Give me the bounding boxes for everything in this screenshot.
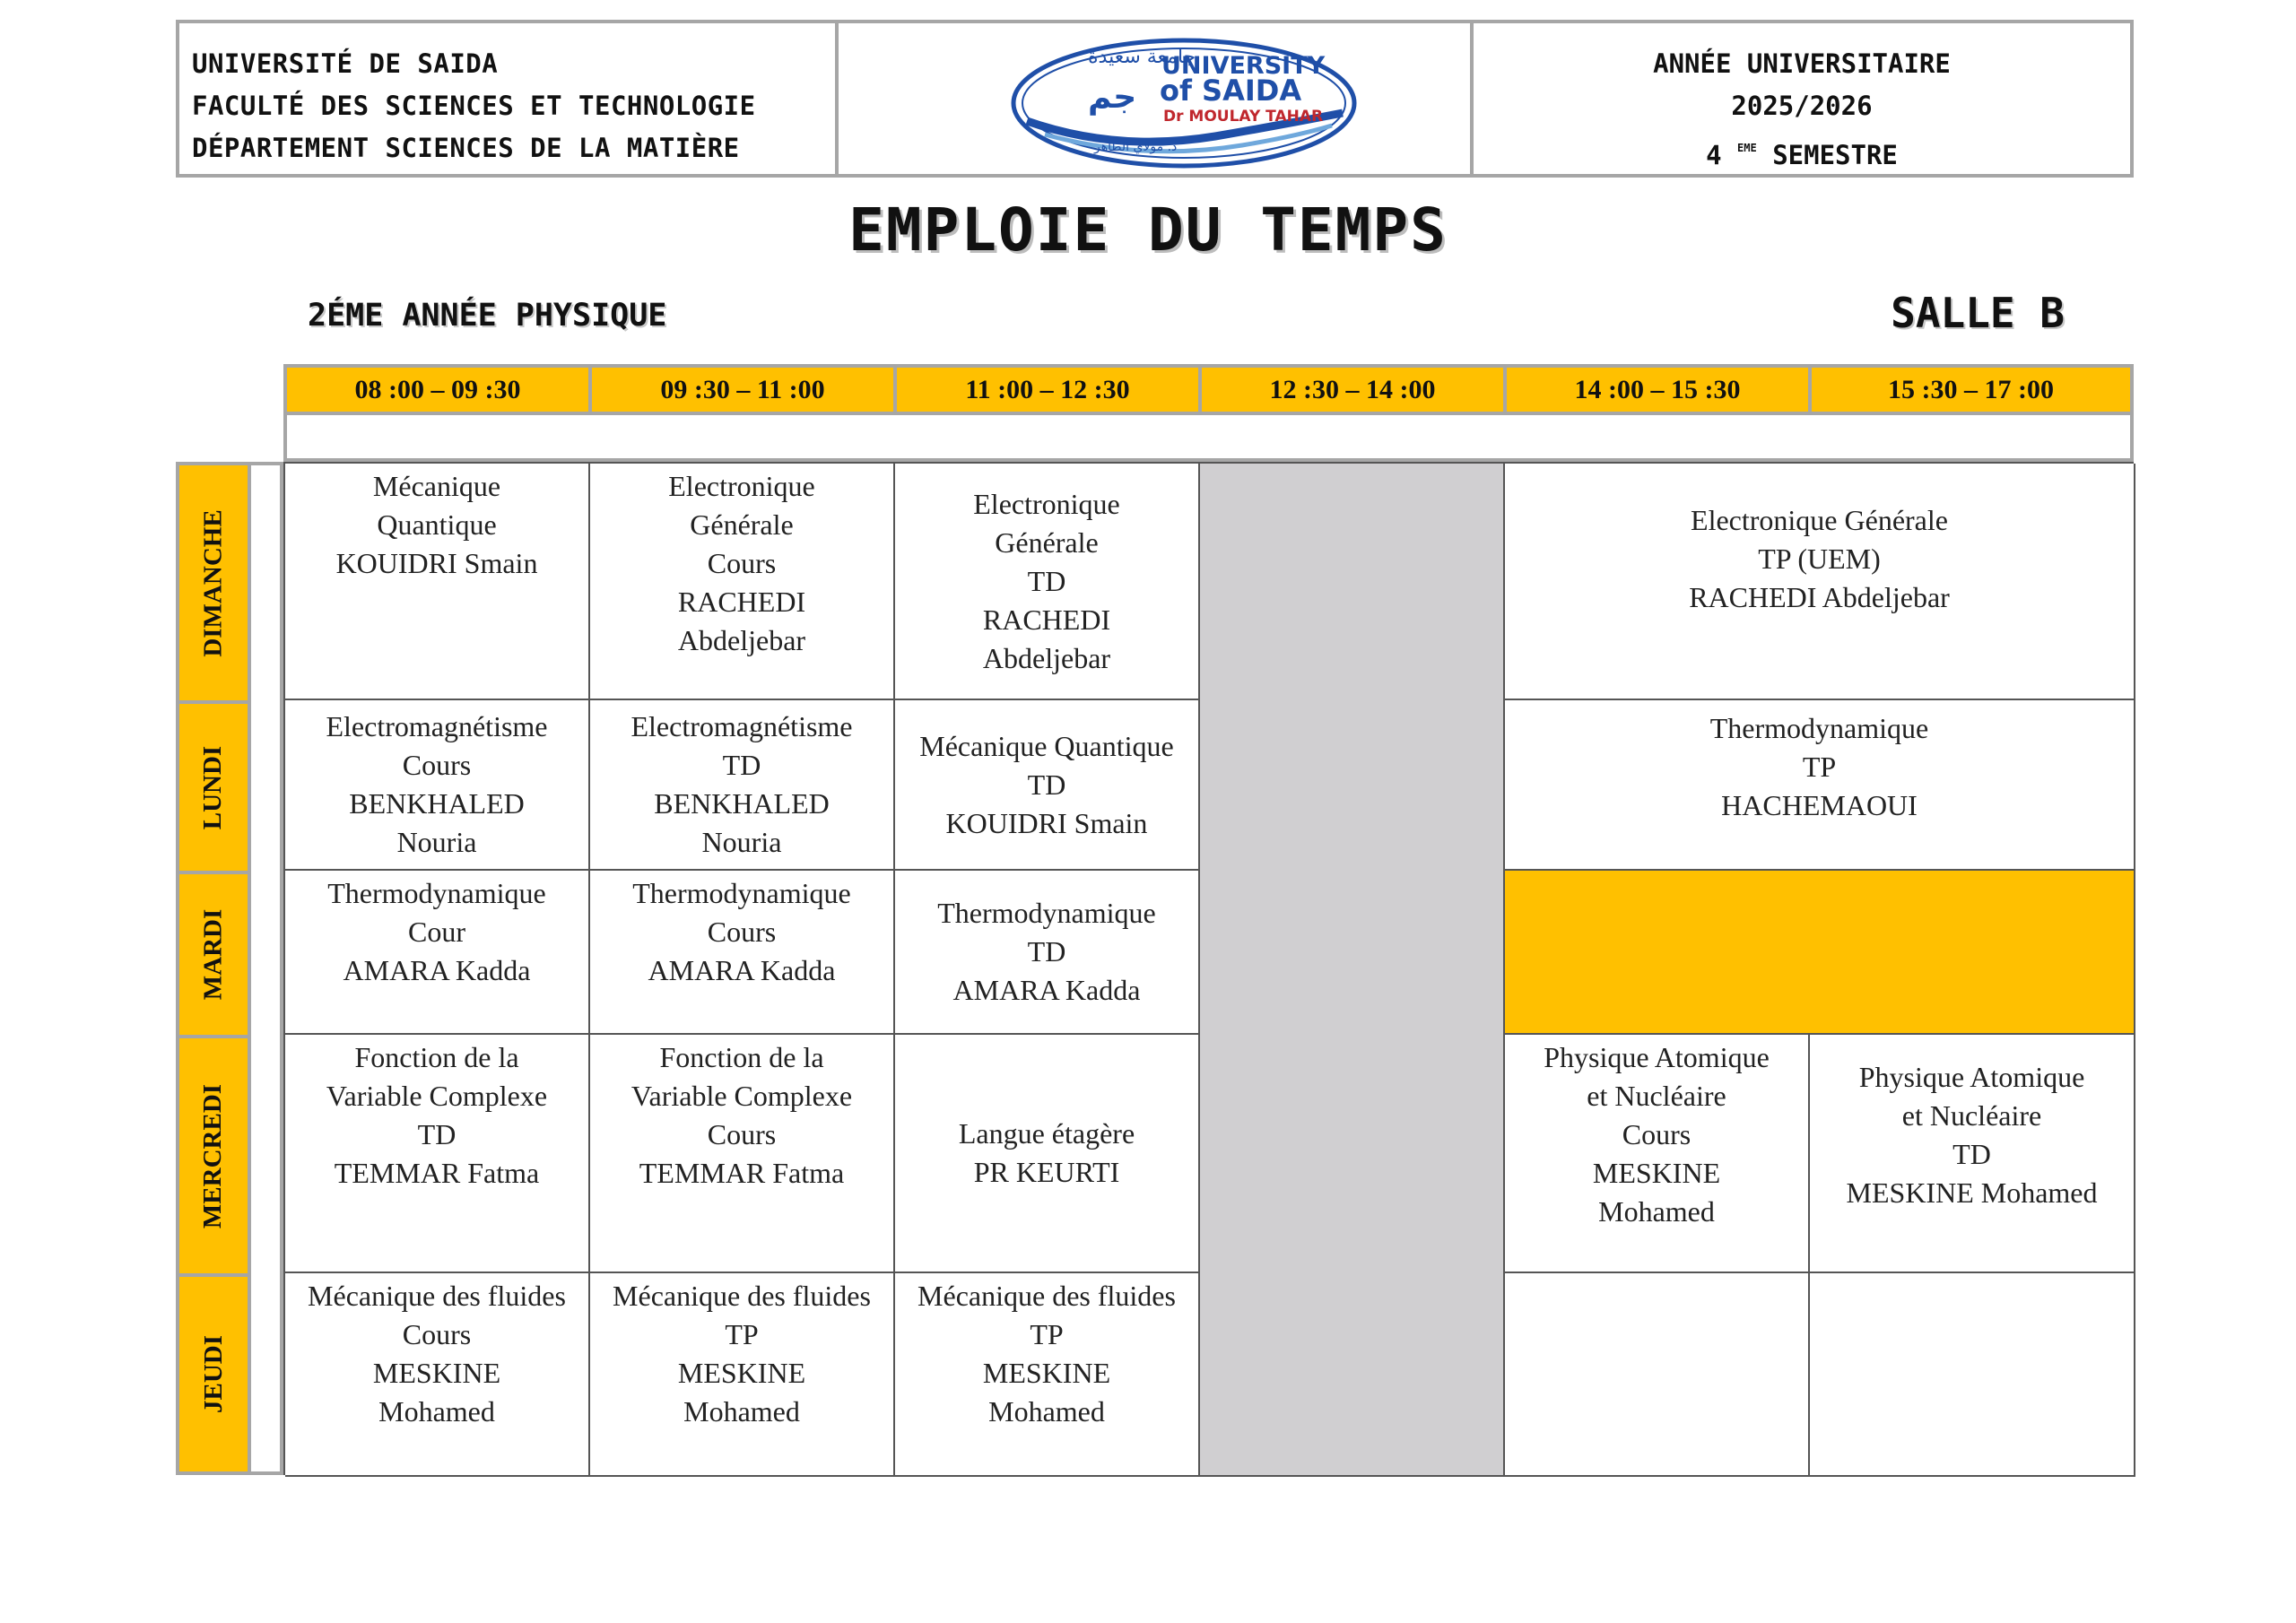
day-mercredi: MERCREDI bbox=[179, 1038, 248, 1273]
cell-jeudi-s2: Mécanique des fluides TP MESKINE Mohamed bbox=[590, 1273, 895, 1477]
cell-dimanche-s1: Mécanique Quantique KOUIDRI Smain bbox=[285, 464, 590, 700]
cell-lundi-s3: Mécanique Quantique TD KOUIDRI Smain bbox=[895, 700, 1200, 871]
class-subtitle: 2ÉME ANNÉE PHYSIQUE bbox=[308, 298, 667, 334]
cell-dimanche-s3: Electronique Générale TD RACHEDI Abdeljebar bbox=[895, 464, 1200, 700]
logo-text-founder: Dr MOULAY TAHAR bbox=[1163, 108, 1324, 126]
faculty-name: FACULTÉ DES SCIENCES ET TECHNOLOGIE bbox=[192, 91, 756, 121]
logo-monogram: جم bbox=[1088, 79, 1137, 116]
schedule-grid bbox=[283, 462, 2134, 1475]
cell-jeudi-s3: Mécanique des fluides TP MESKINE Mohamed bbox=[895, 1273, 1200, 1477]
lunch-break-column bbox=[1200, 464, 1505, 1477]
time-slot-2: 09 :30 – 11 :00 bbox=[592, 368, 893, 412]
academic-year-label: ANNÉE UNIVERSITAIRE bbox=[1653, 48, 1951, 79]
day-lundi: LUNDI bbox=[179, 704, 248, 871]
logo-text-saida: of SAIDA bbox=[1160, 74, 1302, 108]
time-slot-1: 08 :00 – 09 :30 bbox=[287, 368, 588, 412]
academic-year-value: 2025/2026 bbox=[1731, 91, 1873, 121]
cell-mardi-s3: Thermodynamique TD AMARA Kadda bbox=[895, 871, 1200, 1035]
logo-arabic-bottom: د. مولاي الطاهر bbox=[1094, 140, 1178, 154]
cell-jeudi-s1: Mécanique des fluides Cours MESKINE Mohamed bbox=[285, 1273, 590, 1477]
department-name: DÉPARTEMENT SCIENCES DE LA MATIÈRE bbox=[192, 133, 740, 163]
day-spacer-column bbox=[251, 462, 283, 1475]
logo-block bbox=[839, 23, 1474, 174]
cell-mardi-s2: Thermodynamique Cours AMARA Kadda bbox=[590, 871, 895, 1035]
university-logo bbox=[1009, 36, 1359, 170]
cell-jeudi-s6-empty bbox=[1810, 1273, 2135, 1477]
cell-lundi-afternoon: Thermodynamique TP HACHEMAOUI bbox=[1505, 700, 2135, 871]
logo-arabic: جامعة سعيدة bbox=[1088, 46, 1196, 68]
cell-dimanche-s2: Electronique Générale Cours RACHEDI Abdeljebar bbox=[590, 464, 895, 700]
time-slot-3: 11 :00 – 12 :30 bbox=[897, 368, 1198, 412]
cell-lundi-s2: Electromagnétisme TD BENKHALED Nouria bbox=[590, 700, 895, 871]
cell-mercredi-s2: Fonction de la Variable Complexe Cours TEMMAR Fatma bbox=[590, 1035, 895, 1273]
time-slot-6: 15 :30 – 17 :00 bbox=[1812, 368, 2130, 412]
semester-label: 4 $^{EME}$ SEMESTRE bbox=[1706, 140, 1898, 170]
cell-mardi-afternoon-free bbox=[1505, 871, 2135, 1035]
cell-mercredi-s3: Langue étagère PR KEURTI bbox=[895, 1035, 1200, 1273]
cell-lundi-s1: Electromagnétisme Cours BENKHALED Nouria bbox=[285, 700, 590, 871]
header-box bbox=[176, 20, 2134, 178]
day-dimanche: DIMANCHE bbox=[179, 465, 248, 700]
time-slot-5: 14 :00 – 15 :30 bbox=[1507, 368, 1808, 412]
cell-mardi-s1: Thermodynamique Cour AMARA Kadda bbox=[285, 871, 590, 1035]
academic-year-block bbox=[1474, 23, 2130, 174]
blank-header-row bbox=[283, 415, 2134, 462]
cell-jeudi-s5-empty bbox=[1505, 1273, 1810, 1477]
cell-mercredi-s6: Physique Atomique et Nucléaire TD MESKINE Mohamed bbox=[1810, 1035, 2135, 1273]
logo-text-university: UNIVERSITY bbox=[1161, 52, 1326, 80]
time-slot-4: 12 :30 – 14 :00 bbox=[1202, 368, 1503, 412]
page-title: EMPLOIE DU TEMPS bbox=[848, 195, 1448, 265]
institution-block bbox=[179, 23, 839, 174]
days-column bbox=[176, 462, 251, 1475]
day-mardi: MARDI bbox=[179, 874, 248, 1035]
time-header-row bbox=[283, 364, 2134, 415]
day-jeudi: JEUDI bbox=[179, 1277, 248, 1471]
cell-mercredi-s5: Physique Atomique et Nucléaire Cours MESKINE Mohamed bbox=[1505, 1035, 1810, 1273]
cell-mercredi-s1: Fonction de la Variable Complexe TD TEMMAR Fatma bbox=[285, 1035, 590, 1273]
cell-dimanche-afternoon: Electronique Générale TP (UEM) RACHEDI Abdeljebar bbox=[1505, 464, 2135, 700]
room-label: SALLE B bbox=[1891, 289, 2065, 337]
university-name: UNIVERSITÉ DE SAIDA bbox=[192, 48, 499, 79]
